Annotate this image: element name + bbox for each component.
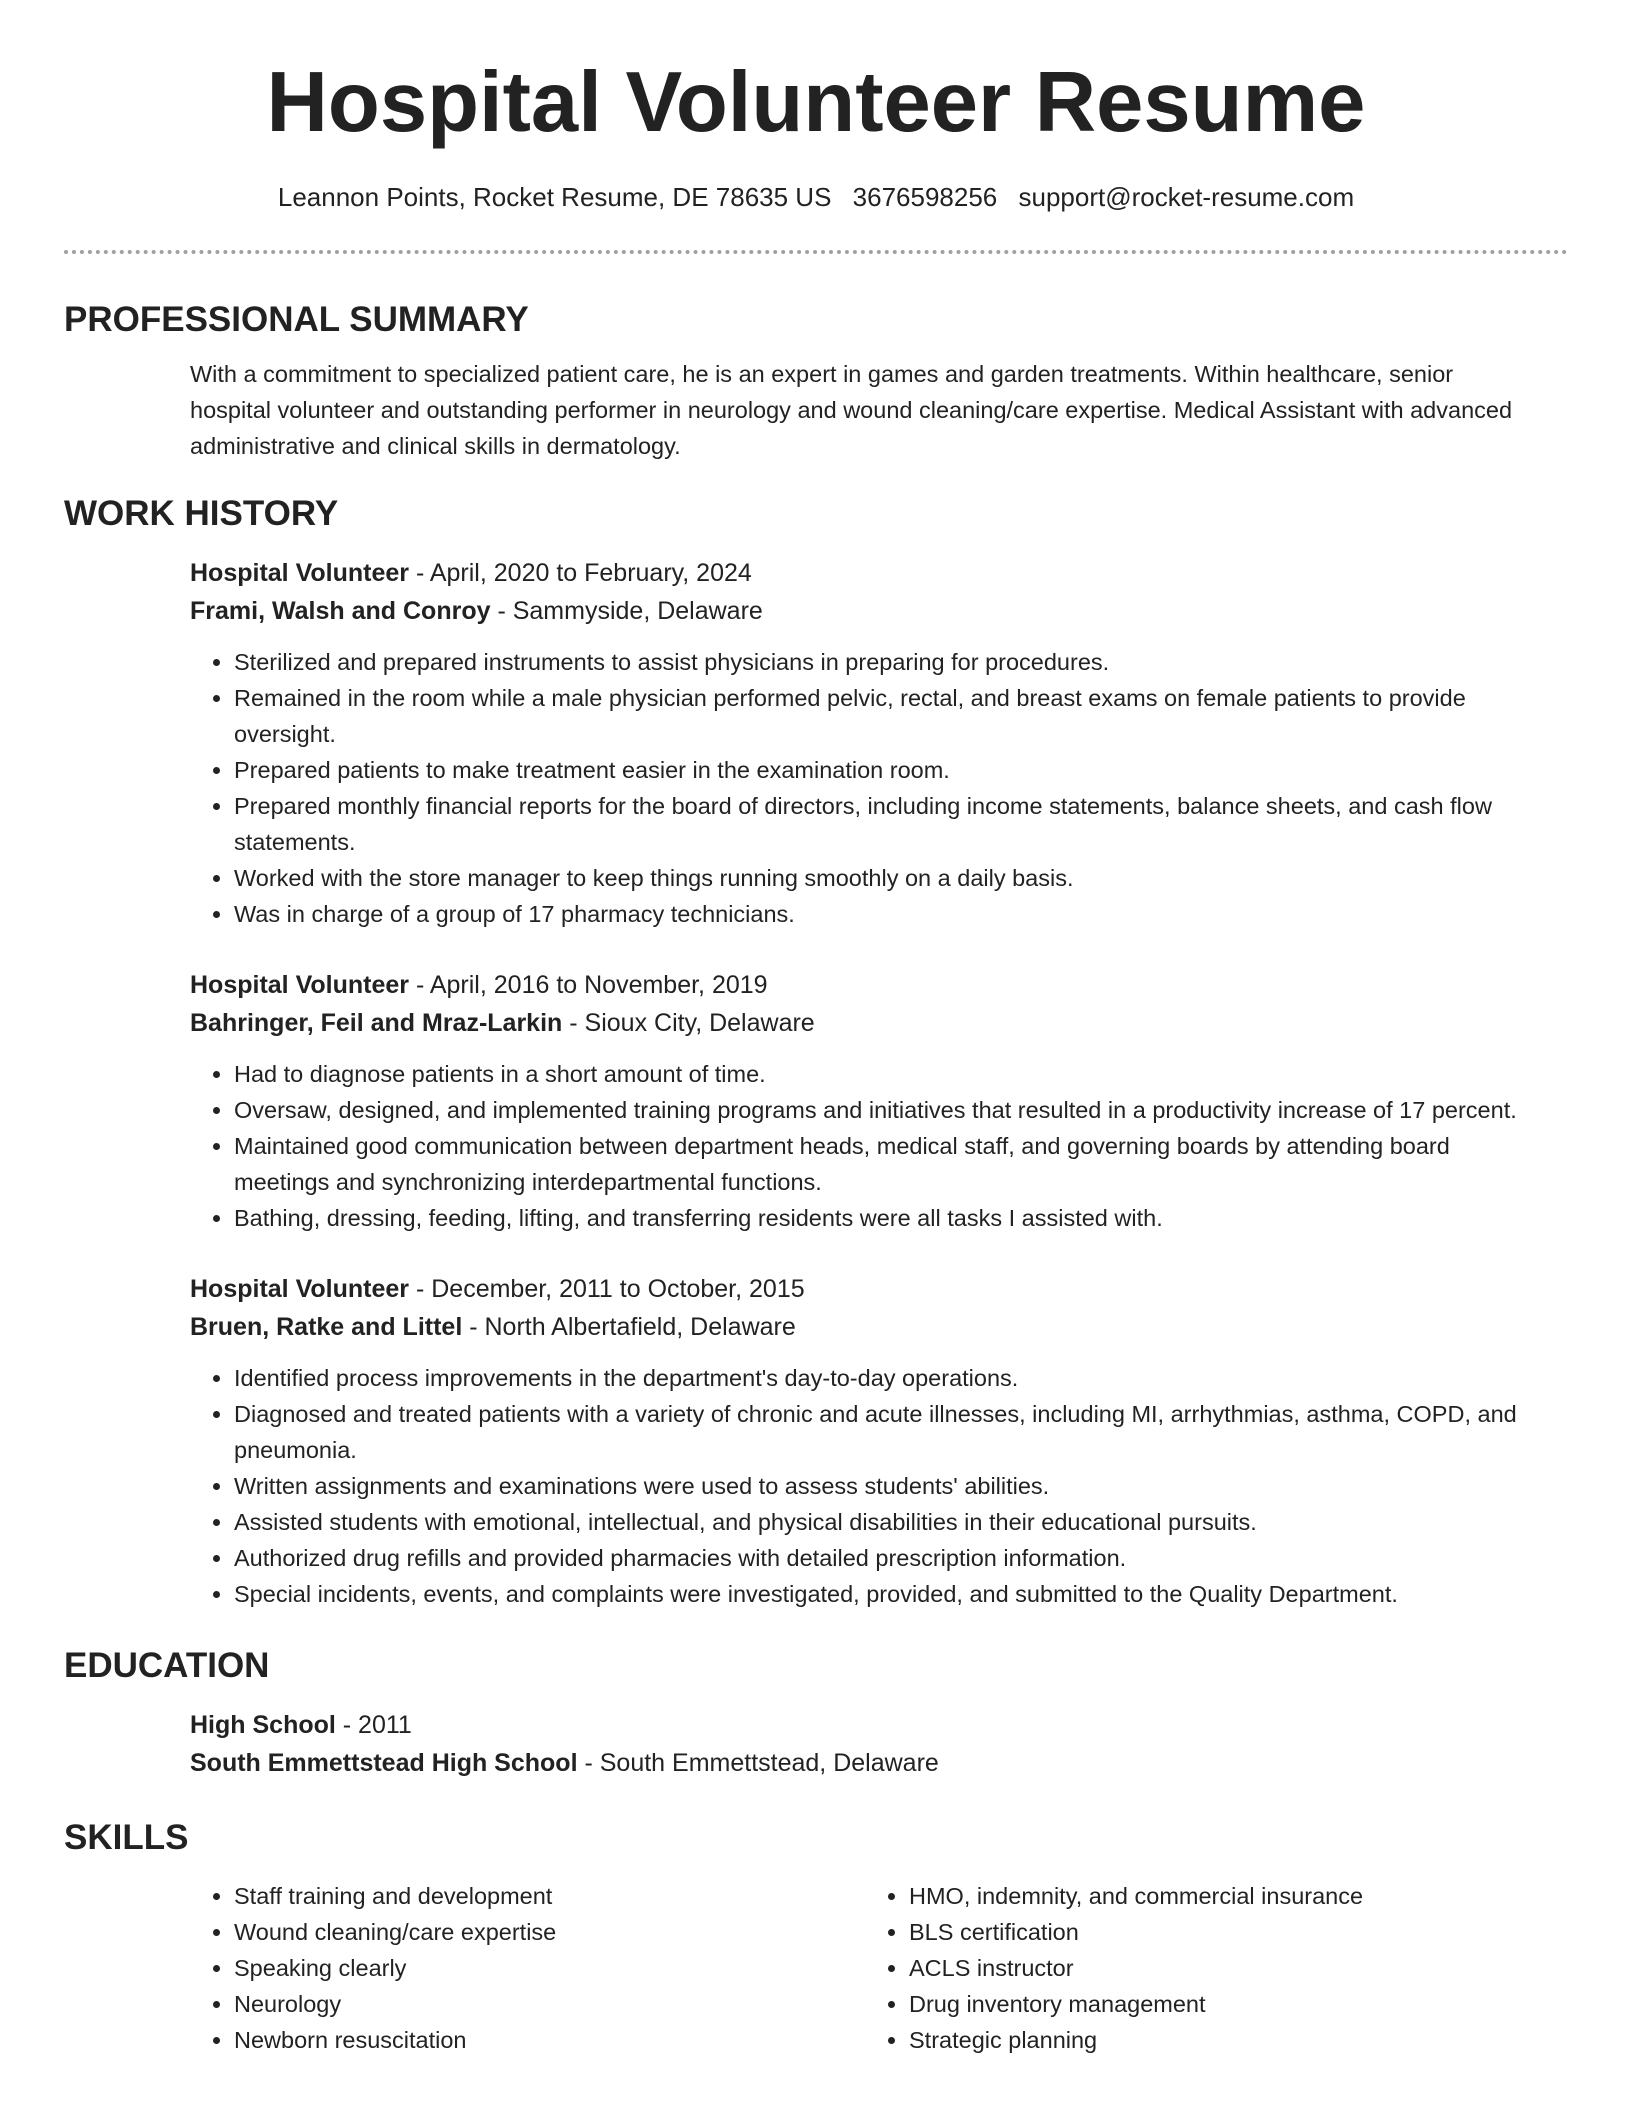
- education-school: South Emmettstead High School: [190, 1749, 578, 1777]
- job-bullets: [190, 1360, 1540, 1612]
- page-title: Hospital Volunteer Resume: [266, 55, 1366, 150]
- skills-heading: SKILLS: [64, 1818, 189, 1857]
- summary-section: [190, 356, 1540, 464]
- education-degree-line: [190, 1706, 1540, 1744]
- job-location: - Sioux City, Delaware: [562, 1009, 815, 1037]
- job-entry: [190, 1270, 1540, 1612]
- job-bullet: • Prepared monthly financial reports for the board of directors, including income statements, balance sheets, and cash flow statements.: [234, 788, 1540, 860]
- job-bullet: • Had to diagnose patients in a short amount of time.: [234, 1056, 1540, 1092]
- skill-item: • Speaking clearly: [234, 1950, 865, 1986]
- job-bullet: • Assisted students with emotional, intellectual, and physical disabilities in their educational pursuits.: [234, 1504, 1540, 1540]
- skill-item: • Drug inventory management: [909, 1986, 1540, 2022]
- resume-content: [0, 296, 1632, 2058]
- job-bullet: • Written assignments and examinations were used to assess students' abilities.: [234, 1468, 1540, 1504]
- job-title-line: [190, 554, 1540, 592]
- skills-section: [190, 1878, 1540, 2058]
- job-bullets: [190, 1056, 1540, 1236]
- job-title: Hospital Volunteer: [190, 971, 410, 999]
- job-entry: [190, 554, 1540, 932]
- job-title: Hospital Volunteer: [190, 559, 410, 587]
- work-history-heading: WORK HISTORY: [64, 494, 339, 533]
- job-company: Bruen, Ratke and Littel: [190, 1313, 463, 1341]
- job-company: Bahringer, Feil and Mraz-Larkin: [190, 1009, 563, 1037]
- skill-item: • ACLS instructor: [909, 1950, 1540, 1986]
- job-company-line: [190, 592, 1540, 630]
- job-dates: - April, 2020 to February, 2024: [409, 559, 752, 587]
- education-school-line: [190, 1744, 1540, 1782]
- contact-email: support@rocket-resume.com: [1018, 182, 1355, 212]
- education-heading: EDUCATION: [64, 1646, 270, 1685]
- header-divider: [64, 250, 1568, 254]
- skills-grid: [190, 1878, 1540, 2058]
- job-bullet: • Worked with the store manager to keep things running smoothly on a daily basis.: [234, 860, 1540, 896]
- job-dates: - December, 2011 to October, 2015: [409, 1275, 805, 1303]
- job-bullet: • Was in charge of a group of 17 pharmacy technicians.: [234, 896, 1540, 932]
- education-section: [190, 1706, 1540, 1782]
- education-location: - South Emmettstead, Delaware: [577, 1749, 939, 1777]
- skills-list-left: [190, 1878, 865, 2058]
- job-company-line: [190, 1308, 1540, 1346]
- skills-list-right: [865, 1878, 1540, 2058]
- job-bullet: • Bathing, dressing, feeding, lifting, and transferring residents were all tasks I assisted with.: [234, 1200, 1540, 1236]
- skill-item: • Strategic planning: [909, 2022, 1540, 2058]
- job-bullet: • Prepared patients to make treatment easier in the examination room.: [234, 752, 1540, 788]
- job-dates: - April, 2016 to November, 2019: [409, 971, 768, 999]
- skill-item: • HMO, indemnity, and commercial insurance: [909, 1878, 1540, 1914]
- job-bullets: [190, 644, 1540, 932]
- job-title: Hospital Volunteer: [190, 1275, 410, 1303]
- education-year: - 2011: [335, 1711, 412, 1739]
- education-degree: High School: [190, 1711, 336, 1739]
- job-bullet: • Special incidents, events, and complaints were investigated, provided, and submitted to the Quality Department.: [234, 1576, 1540, 1612]
- job-entry: [190, 966, 1540, 1236]
- job-company: Frami, Walsh and Conroy: [190, 597, 491, 625]
- work-history-section: [190, 554, 1540, 1612]
- skill-item: • BLS certification: [909, 1914, 1540, 1950]
- job-bullet: • Oversaw, designed, and implemented training programs and initiatives that resulted in a productivity increase of 17 percent.: [234, 1092, 1540, 1128]
- job-title-line: [190, 1270, 1540, 1308]
- skill-item: • Staff training and development: [234, 1878, 865, 1914]
- job-company-line: [190, 1004, 1540, 1042]
- job-bullet: • Sterilized and prepared instruments to assist physicians in preparing for procedures.: [234, 644, 1540, 680]
- contact-line: [0, 180, 1632, 214]
- job-bullet: • Remained in the room while a male physician performed pelvic, rectal, and breast exams on female patients to provide oversight.: [234, 680, 1540, 752]
- job-location: - North Albertafield, Delaware: [462, 1313, 796, 1341]
- skill-item: • Neurology: [234, 1986, 865, 2022]
- summary-heading: PROFESSIONAL SUMMARY: [64, 300, 529, 339]
- summary-text: With a commitment to specialized patient care, he is an expert in games and garden treatments. Within healthcare, senior hospital volunteer and outstanding performer in neurology and wound cleaning/care expertise. Medical Assistant with advanced administrative and clinical skills in dermatology.: [190, 361, 1513, 459]
- contact-phone: 3676598256: [852, 182, 998, 212]
- job-bullet: • Maintained good communication between department heads, medical staff, and governing boards by attending board meetings and synchronizing interdepartmental functions.: [234, 1128, 1540, 1200]
- job-title-line: [190, 966, 1540, 1004]
- job-bullet: • Identified process improvements in the department's day-to-day operations.: [234, 1360, 1540, 1396]
- skill-item: • Newborn resuscitation: [234, 2022, 865, 2058]
- job-bullet: • Authorized drug refills and provided pharmacies with detailed prescription information.: [234, 1540, 1540, 1576]
- contact-address: Leannon Points, Rocket Resume, DE 78635 US: [277, 182, 832, 212]
- job-location: - Sammyside, Delaware: [490, 597, 763, 625]
- skill-item: • Wound cleaning/care expertise: [234, 1914, 865, 1950]
- job-bullet: • Diagnosed and treated patients with a variety of chronic and acute illnesses, including MI, arrhythmias, asthma, COPD, and pneumonia.: [234, 1396, 1540, 1468]
